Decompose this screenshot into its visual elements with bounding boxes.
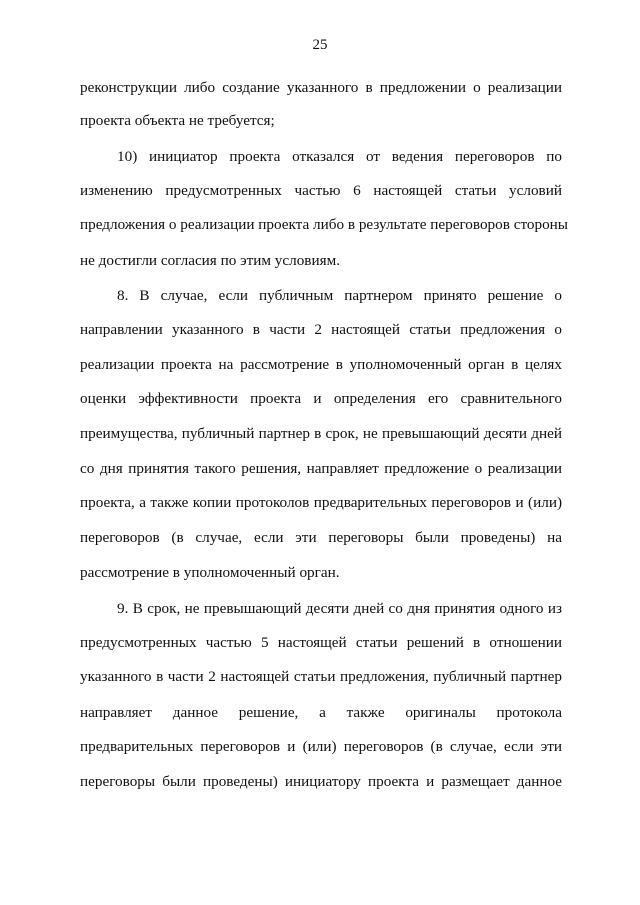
text-line: предусмотренных частью 5 настоящей статьи решений в отношении [80,634,562,651]
text-line: изменению предусмотренных частью 6 настоящей статьи условий [80,182,562,199]
text-line: 10) инициатор проекта отказался от ведения переговоров по [117,148,562,165]
text-line: направляет данное решение, а также оригиналы протокола [80,704,562,721]
text-line: направлении указанного в части 2 настоящей статьи предложения о [80,321,562,338]
text-line: предварительных переговоров и (или) переговоров (в случае, если эти [80,738,562,755]
text-line: преимущества, публичный партнер в срок, не превышающий десяти дней [80,425,562,442]
text-line: оценки эффективности проекта и определения его сравнительного [80,390,562,407]
text-line: рассмотрение в уполномоченный орган. [80,564,340,581]
text-line: со дня принятия такого решения, направляет предложение о реализации [80,460,562,477]
text-line: предложения о реализации проекта либо в результате переговоров стороны [80,216,568,233]
text-line: 8. В случае, если публичным партнером принято решение о [117,287,562,304]
text-line: проекта, а также копии протоколов предварительных переговоров и (или) [80,494,562,511]
text-line: 9. В срок, не превышающий десяти дней со дня принятия одного из [117,600,562,617]
text-line: реализации проекта на рассмотрение в уполномоченный орган в целях [80,356,562,373]
text-line: указанного в части 2 настоящей статьи предложения, публичный партнер [80,668,562,685]
text-line: не достигли согласия по этим условиям. [80,252,341,269]
text-line: проекта объекта не требуется; [80,112,275,129]
page-number: 25 [312,37,328,53]
text-line: переговоры были проведены) инициатору проекта и размещает данное [80,773,562,790]
text-line: переговоров (в случае, если эти переговоры были проведены) на [80,529,562,546]
text-line: реконструкции либо создание указанного в предложении о реализации [80,79,562,96]
